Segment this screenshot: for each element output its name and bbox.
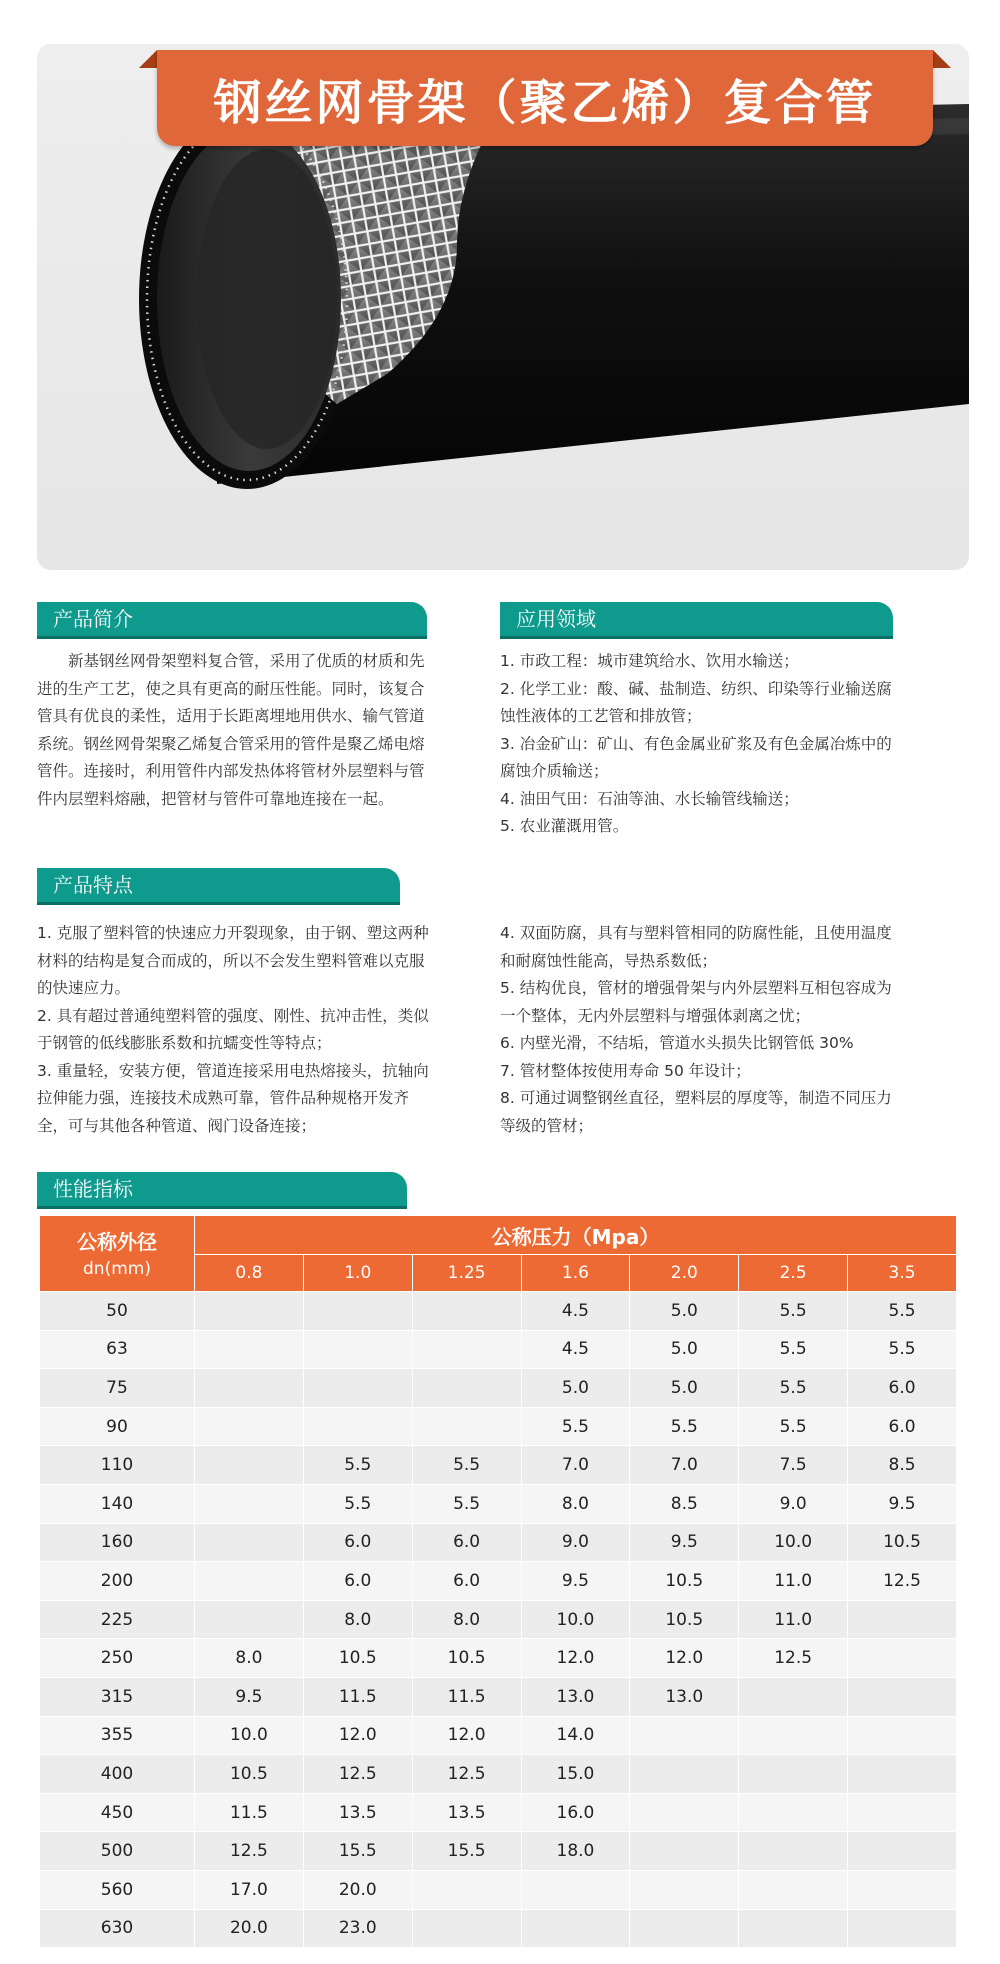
pressure-column-header: 1.6 bbox=[522, 1255, 631, 1292]
list-item: 5. 结构优良，管材的增强骨架与内外层塑料互相包容成为一个整体，无内外层塑料与增强体剥离之忧； bbox=[500, 979, 892, 1025]
table-row bbox=[40, 1910, 957, 1949]
thickness-cell bbox=[739, 1717, 848, 1756]
pressure-header: 公称压力（Mpa） bbox=[195, 1216, 957, 1255]
section-tab-applications bbox=[500, 602, 893, 636]
thickness-cell bbox=[630, 1794, 739, 1833]
list-item: 4. 油田气田：石油等油、水长输管线输送； bbox=[500, 789, 799, 808]
thickness-cell bbox=[630, 1755, 739, 1794]
thickness-cell: 10.5 bbox=[304, 1639, 413, 1678]
thickness-cell bbox=[413, 1871, 522, 1910]
pressure-column-header: 0.8 bbox=[195, 1255, 304, 1292]
table-row bbox=[40, 1446, 957, 1485]
features-list-left bbox=[37, 920, 429, 1140]
thickness-cell: 8.0 bbox=[413, 1601, 522, 1640]
thickness-cell bbox=[739, 1755, 848, 1794]
thickness-cell: 10.5 bbox=[413, 1639, 522, 1678]
hero-banner bbox=[37, 44, 969, 570]
table-row bbox=[40, 1562, 957, 1601]
thickness-cell bbox=[848, 1717, 957, 1756]
list-item: 1. 克服了塑料管的快速应力开裂现象，由于钢、塑这两种材料的结构是复合而成的，所以不会发生塑料管难以克服的快速应力。 bbox=[37, 924, 429, 997]
thickness-cell: 12.5 bbox=[848, 1562, 957, 1601]
thickness-cell: 5.5 bbox=[522, 1408, 631, 1447]
thickness-cell: 10.5 bbox=[195, 1755, 304, 1794]
thickness-cell: 20.0 bbox=[195, 1910, 304, 1949]
thickness-cell bbox=[630, 1910, 739, 1949]
thickness-cell bbox=[739, 1832, 848, 1871]
thickness-cell: 5.5 bbox=[739, 1331, 848, 1370]
thickness-cell: 16.0 bbox=[522, 1794, 631, 1833]
intro-text-block bbox=[37, 648, 429, 813]
thickness-cell: 9.0 bbox=[739, 1485, 848, 1524]
table-row bbox=[40, 1832, 957, 1871]
thickness-cell: 5.5 bbox=[630, 1408, 739, 1447]
thickness-cell bbox=[848, 1601, 957, 1640]
thickness-cell bbox=[195, 1562, 304, 1601]
list-item: 2. 具有超过普通纯塑料管的强度、刚性、抗冲击性，类似于钢管的低线膨胀系数和抗蠕变性等特点； bbox=[37, 1006, 429, 1052]
thickness-cell bbox=[413, 1331, 522, 1370]
thickness-cell: 15.5 bbox=[304, 1832, 413, 1871]
thickness-cell: 5.5 bbox=[739, 1369, 848, 1408]
section-heading: 产品简介 bbox=[53, 607, 133, 631]
list-item: 7. 管材整体按使用寿命 50 年设计； bbox=[500, 1061, 751, 1080]
thickness-cell bbox=[848, 1832, 957, 1871]
thickness-cell bbox=[848, 1871, 957, 1910]
thickness-cell: 5.5 bbox=[304, 1485, 413, 1524]
thickness-cell: 13.5 bbox=[304, 1794, 413, 1833]
section-tab-performance bbox=[37, 1172, 407, 1206]
thickness-cell: 15.0 bbox=[522, 1755, 631, 1794]
list-item: 3. 重量轻，安装方便，管道连接采用电热熔接头，抗轴向拉伸能力强，连接技术成熟可靠，管件品种规格开发齐全，可与其他各种管道、阀门设备连接； bbox=[37, 1061, 429, 1135]
thickness-cell bbox=[630, 1717, 739, 1756]
applications-list bbox=[500, 648, 894, 841]
thickness-cell bbox=[195, 1292, 304, 1331]
thickness-cell: 5.0 bbox=[630, 1331, 739, 1370]
list-item: 6. 内壁光滑，不结垢，管道水头损失比钢管低 30% bbox=[500, 1034, 854, 1052]
thickness-cell: 12.5 bbox=[739, 1639, 848, 1678]
thickness-cell: 13.5 bbox=[413, 1794, 522, 1833]
pressure-column-header: 2.5 bbox=[739, 1255, 848, 1292]
thickness-cell bbox=[304, 1408, 413, 1447]
dn-cell: 160 bbox=[40, 1524, 195, 1563]
thickness-cell: 6.0 bbox=[848, 1369, 957, 1408]
thickness-cell: 5.5 bbox=[848, 1292, 957, 1331]
table-row bbox=[40, 1871, 957, 1910]
thickness-cell: 12.0 bbox=[630, 1639, 739, 1678]
thickness-cell bbox=[195, 1524, 304, 1563]
list-item: 1. 市政工程：城市建筑给水、饮用水输送； bbox=[500, 652, 799, 670]
thickness-cell: 9.5 bbox=[630, 1524, 739, 1563]
thickness-cell: 4.5 bbox=[522, 1292, 631, 1331]
thickness-cell: 12.0 bbox=[304, 1717, 413, 1756]
thickness-cell: 12.0 bbox=[522, 1639, 631, 1678]
thickness-cell: 12.5 bbox=[413, 1755, 522, 1794]
thickness-cell: 20.0 bbox=[304, 1871, 413, 1910]
thickness-cell bbox=[848, 1639, 957, 1678]
thickness-cell bbox=[739, 1910, 848, 1949]
thickness-cell: 5.5 bbox=[304, 1446, 413, 1485]
thickness-cell bbox=[739, 1871, 848, 1910]
thickness-cell bbox=[848, 1678, 957, 1717]
thickness-cell: 13.0 bbox=[630, 1678, 739, 1717]
thickness-cell: 12.5 bbox=[195, 1832, 304, 1871]
thickness-cell bbox=[522, 1871, 631, 1910]
dn-cell: 500 bbox=[40, 1832, 195, 1871]
thickness-cell: 12.0 bbox=[413, 1717, 522, 1756]
thickness-cell bbox=[413, 1292, 522, 1331]
pressure-column-header: 1.0 bbox=[304, 1255, 413, 1292]
thickness-cell bbox=[195, 1601, 304, 1640]
features-list-right bbox=[500, 920, 894, 1140]
thickness-cell: 18.0 bbox=[522, 1832, 631, 1871]
thickness-cell: 10.5 bbox=[848, 1524, 957, 1563]
thickness-cell bbox=[195, 1408, 304, 1447]
table-row bbox=[40, 1408, 957, 1447]
thickness-cell: 6.0 bbox=[304, 1562, 413, 1601]
thickness-cell: 6.0 bbox=[413, 1524, 522, 1563]
thickness-cell bbox=[739, 1678, 848, 1717]
title-ribbon bbox=[157, 50, 933, 146]
thickness-cell: 5.5 bbox=[739, 1408, 848, 1447]
thickness-cell: 10.0 bbox=[739, 1524, 848, 1563]
table-row bbox=[40, 1485, 957, 1524]
thickness-cell: 12.5 bbox=[304, 1755, 413, 1794]
dn-cell: 90 bbox=[40, 1408, 195, 1447]
pressure-column-header: 3.5 bbox=[848, 1255, 957, 1292]
table-row bbox=[40, 1794, 957, 1833]
pressure-column-header: 1.25 bbox=[413, 1255, 522, 1292]
thickness-cell: 4.5 bbox=[522, 1331, 631, 1370]
list-item: 3. 冶金矿山：矿山、有色金属业矿浆及有色金属冶炼中的腐蚀介质输送； bbox=[500, 734, 892, 780]
thickness-cell bbox=[739, 1794, 848, 1833]
thickness-cell: 10.0 bbox=[522, 1601, 631, 1640]
dn-header-cell bbox=[40, 1216, 195, 1292]
thickness-cell bbox=[630, 1832, 739, 1871]
thickness-cell: 5.5 bbox=[848, 1331, 957, 1370]
thickness-cell: 11.5 bbox=[413, 1678, 522, 1717]
section-heading: 性能指标 bbox=[53, 1177, 133, 1201]
dn-cell: 355 bbox=[40, 1717, 195, 1756]
list-item: 8. 可通过调整钢丝直径，塑料层的厚度等，制造不同压力等级的管材； bbox=[500, 1089, 892, 1135]
table-row bbox=[40, 1678, 957, 1717]
section-heading: 应用领域 bbox=[516, 607, 596, 631]
table-row bbox=[40, 1601, 957, 1640]
thickness-cell bbox=[630, 1871, 739, 1910]
performance-table bbox=[40, 1216, 957, 1948]
thickness-cell bbox=[304, 1331, 413, 1370]
dn-label: 公称外径 bbox=[77, 1229, 157, 1254]
section-heading: 产品特点 bbox=[53, 873, 133, 897]
thickness-cell: 11.5 bbox=[195, 1794, 304, 1833]
thickness-cell bbox=[848, 1910, 957, 1949]
thickness-cell: 11.0 bbox=[739, 1601, 848, 1640]
thickness-cell: 5.0 bbox=[630, 1369, 739, 1408]
thickness-cell bbox=[195, 1369, 304, 1408]
table-row bbox=[40, 1639, 957, 1678]
list-item: 5. 农业灌溉用管。 bbox=[500, 817, 629, 835]
thickness-cell: 8.0 bbox=[304, 1601, 413, 1640]
list-item: 4. 双面防腐，具有与塑料管相同的防腐性能，且使用温度和耐腐蚀性能高，导热系数低； bbox=[500, 924, 892, 970]
thickness-cell: 6.0 bbox=[304, 1524, 413, 1563]
dn-cell: 450 bbox=[40, 1794, 195, 1833]
thickness-cell: 9.5 bbox=[195, 1678, 304, 1717]
dn-cell: 200 bbox=[40, 1562, 195, 1601]
dn-cell: 140 bbox=[40, 1485, 195, 1524]
intro-paragraph: 新基钢丝网骨架塑料复合管，采用了优质的材质和先进的生产工艺，使之具有更高的耐压性能。同时，该复合管具有优良的柔性，适用于长距离埋地用供水、输气管道系统。钢丝网骨架聚乙烯复合管采用的管件是聚乙烯电熔管件。连接时，利用管件内部发热体将管材外层塑料与管件内层塑料熔融，把管材与管件可靠地连接在一起。 bbox=[37, 652, 425, 808]
dn-unit: dn(mm) bbox=[83, 1258, 151, 1279]
dn-cell: 110 bbox=[40, 1446, 195, 1485]
thickness-cell bbox=[195, 1485, 304, 1524]
thickness-cell: 15.5 bbox=[413, 1832, 522, 1871]
thickness-cell: 8.0 bbox=[195, 1639, 304, 1678]
table-row bbox=[40, 1292, 957, 1331]
dn-cell: 225 bbox=[40, 1601, 195, 1640]
dn-cell: 630 bbox=[40, 1910, 195, 1949]
thickness-cell: 9.5 bbox=[522, 1562, 631, 1601]
thickness-cell: 5.5 bbox=[413, 1446, 522, 1485]
thickness-cell bbox=[848, 1794, 957, 1833]
thickness-cell: 5.5 bbox=[739, 1292, 848, 1331]
section-tab-features bbox=[37, 868, 400, 902]
thickness-cell: 13.0 bbox=[522, 1678, 631, 1717]
dn-cell: 250 bbox=[40, 1639, 195, 1678]
dn-cell: 315 bbox=[40, 1678, 195, 1717]
thickness-cell bbox=[195, 1446, 304, 1485]
thickness-cell bbox=[413, 1408, 522, 1447]
section-tab-intro bbox=[37, 602, 427, 636]
thickness-cell bbox=[304, 1369, 413, 1408]
dn-cell: 560 bbox=[40, 1871, 195, 1910]
dn-cell: 50 bbox=[40, 1292, 195, 1331]
dn-cell: 400 bbox=[40, 1755, 195, 1794]
table-row bbox=[40, 1524, 957, 1563]
thickness-cell bbox=[413, 1369, 522, 1408]
thickness-cell: 14.0 bbox=[522, 1717, 631, 1756]
thickness-cell: 5.5 bbox=[413, 1485, 522, 1524]
thickness-cell: 10.0 bbox=[195, 1717, 304, 1756]
thickness-cell bbox=[304, 1292, 413, 1331]
thickness-cell: 23.0 bbox=[304, 1910, 413, 1949]
list-item: 2. 化学工业：酸、碱、盐制造、纺织、印染等行业输送腐蚀性液体的工艺管和排放管； bbox=[500, 679, 892, 725]
thickness-cell: 8.5 bbox=[630, 1485, 739, 1524]
thickness-cell: 5.0 bbox=[522, 1369, 631, 1408]
thickness-cell: 5.0 bbox=[630, 1292, 739, 1331]
thickness-cell bbox=[848, 1755, 957, 1794]
thickness-cell: 7.0 bbox=[522, 1446, 631, 1485]
thickness-cell: 17.0 bbox=[195, 1871, 304, 1910]
thickness-cell: 7.0 bbox=[630, 1446, 739, 1485]
thickness-cell: 6.0 bbox=[848, 1408, 957, 1447]
table-row bbox=[40, 1331, 957, 1370]
thickness-cell: 11.0 bbox=[739, 1562, 848, 1601]
pressure-column-header: 2.0 bbox=[630, 1255, 739, 1292]
thickness-cell: 8.0 bbox=[522, 1485, 631, 1524]
table-row bbox=[40, 1369, 957, 1408]
table-body bbox=[40, 1292, 957, 1948]
dn-cell: 63 bbox=[40, 1331, 195, 1370]
page-title: 钢丝网骨架（聚乙烯）复合管 bbox=[213, 74, 877, 131]
thickness-cell: 9.5 bbox=[848, 1485, 957, 1524]
thickness-cell bbox=[413, 1910, 522, 1949]
table-row bbox=[40, 1717, 957, 1756]
thickness-cell bbox=[195, 1331, 304, 1370]
table-row bbox=[40, 1755, 957, 1794]
thickness-cell: 9.0 bbox=[522, 1524, 631, 1563]
thickness-cell: 11.5 bbox=[304, 1678, 413, 1717]
thickness-cell: 10.5 bbox=[630, 1562, 739, 1601]
thickness-cell: 10.5 bbox=[630, 1601, 739, 1640]
thickness-cell: 7.5 bbox=[739, 1446, 848, 1485]
thickness-cell: 8.5 bbox=[848, 1446, 957, 1485]
thickness-cell bbox=[522, 1910, 631, 1949]
thickness-cell: 6.0 bbox=[413, 1562, 522, 1601]
dn-cell: 75 bbox=[40, 1369, 195, 1408]
